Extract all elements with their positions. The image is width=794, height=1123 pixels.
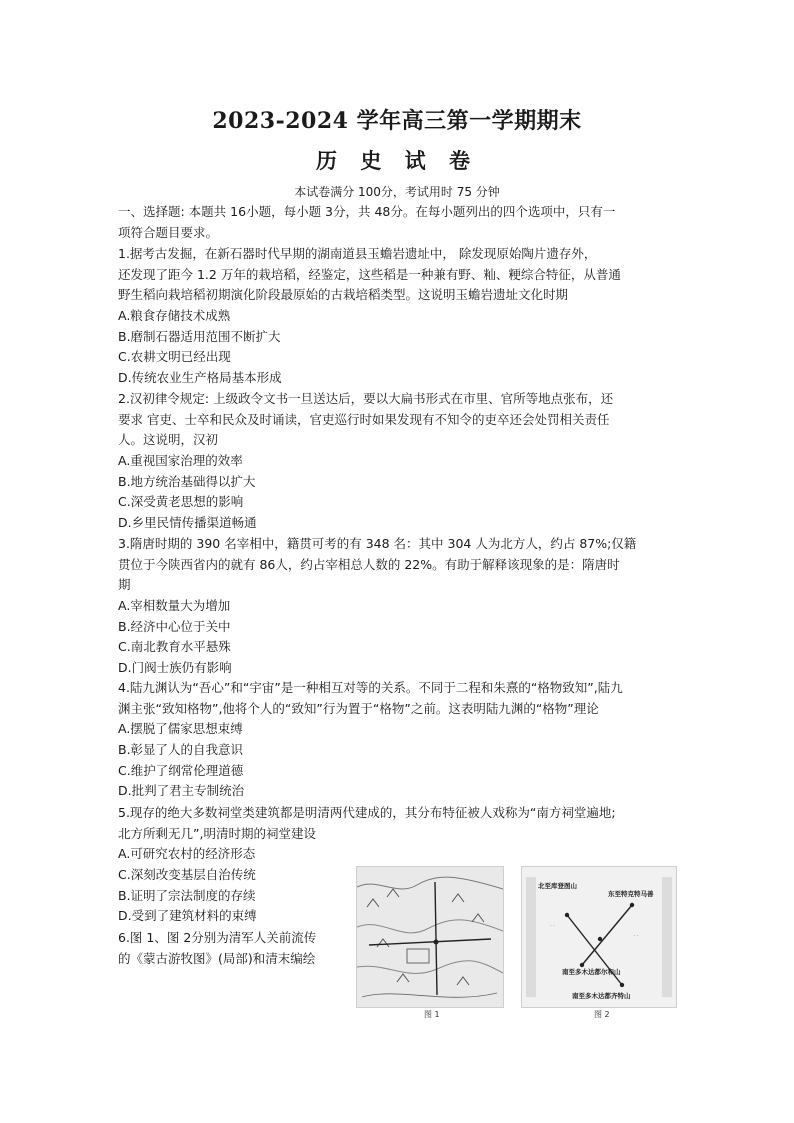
svg-text:· ·: · · — [634, 933, 639, 939]
question-1-option-c: C.农耕文明已经出现 — [118, 349, 231, 365]
figure-2-label-north: 北至库登图山 — [538, 882, 577, 890]
question-2-text: 2.汉初律令规定: 上级政令文书一旦送达后，要以大扁书形式在市里、官所等地点张布，还 — [118, 391, 614, 406]
question-1 — [118, 244, 678, 389]
figure-1-map — [356, 866, 504, 1008]
figure-2-label-south-2: 南至多木达都齐特山 — [572, 992, 631, 1000]
question-4-text: 4.陆九渊认为“吾心”和“宇宙”是一种相互对等的关系。不同于二程和朱熹的“格物致知”,陆九 — [118, 680, 623, 695]
exam-info: 本试卷满分 100分，考试用时 75 分钟 — [294, 185, 500, 199]
figure-2-label-east: 东至特克特马善 — [608, 890, 654, 898]
question-3-option-b: B.经济中心位于关中 — [118, 618, 231, 634]
figure-2-map — [521, 866, 677, 1008]
exam-title: 2023-2024 学年高三第一学期期末 — [212, 108, 582, 134]
section-intro — [118, 202, 678, 243]
question-5-option-b: B.证明了宗法制度的存续 — [118, 887, 256, 903]
svg-text:· ·: · · — [550, 923, 555, 929]
question-5-text: 5.现存的绝大多数祠堂类建筑都是明清两代建成的，其分布特征被人戏称为“南方祠堂遍地; — [118, 805, 616, 820]
question-3-option-d: D.门阀士族仍有影响 — [118, 660, 232, 676]
question-3-option-a: A.宰相数量大为增加 — [118, 598, 231, 614]
question-4-option-c: C.维护了纲常伦理道德 — [118, 762, 244, 778]
question-4 — [118, 678, 678, 802]
question-2-option-b: B.地方统治基础得以扩大 — [118, 473, 256, 489]
question-1-text: 1.据考古发掘，在新石器时代早期的湖南道县玉蟾岩遗址中， 除发现原始陶片遗存外， — [118, 246, 597, 261]
question-5-text: 北方所剩无几”,明清时期的祠堂建设 — [118, 825, 316, 841]
question-3-text: 贯位于今陕西省内的就有 86人，约占宰相总人数的 22%。有助于解释该现象的是：隋唐时 — [118, 556, 620, 572]
question-4-text: 渊主张“致知格物”,他将个人的“致知”行为置于“格物”之前。这表明陆九渊的“格物”理论 — [118, 700, 599, 716]
question-5-option-d: D.受到了建筑材料的束缚 — [118, 908, 257, 924]
question-6-text: 的《蒙古游牧图》(局部)和清末编绘 — [118, 950, 316, 966]
exam-subtitle: 历 史 试 卷 — [316, 148, 478, 173]
question-6-text: 6.图 1、图 2分别为清军人关前流传 — [118, 930, 317, 945]
question-1-option-b: B.磨制石器适用范围不断扩大 — [118, 328, 281, 344]
question-1-option-d: D.传统农业生产格局基本形成 — [118, 370, 282, 386]
question-1-text: 还发现了距今 1.2 万年的栽培稻，经鉴定，这些稻是一种兼有野、籼、粳综合特征，从普通 — [118, 266, 621, 282]
section-line: 项符合题目要求。 — [118, 224, 219, 240]
figure-2-label-south: 南至多木达都尔和山 — [562, 968, 621, 976]
question-2-option-a: A.重视国家治理的效率 — [118, 453, 243, 469]
question-3-text: 3.隋唐时期的 390 名宰相中，籍贯可考的有 348 名：其中 304 人为北方人，约占 87%;仅籍 — [118, 536, 637, 551]
question-5-option-a: A.可研究农村的经济形态 — [118, 846, 256, 862]
question-3-option-c: C.南北教育水平悬殊 — [118, 639, 231, 655]
figure-1-caption: 图 1 — [424, 1010, 440, 1019]
question-1-text: 野生稻向栽培稻初期演化阶段最原始的古栽培稻类型。这说明玉蟾岩遗址文化时期 — [118, 287, 569, 303]
question-2-text: 人。这说明，汉初 — [118, 432, 219, 448]
question-5-option-c: C.深刻改变基层自治传统 — [118, 867, 256, 883]
question-4-option-b: B.彰显了人的自我意识 — [118, 742, 244, 758]
question-3-text: 期 — [118, 577, 131, 593]
section-line: 一、选择题: 本题共 16小题，每小题 3分，共 48分。在每小题列出的四个选项中，只有一 — [118, 204, 616, 219]
question-2-option-d: D.乡里民情传播渠道畅通 — [118, 515, 257, 531]
figure-2-caption: 图 2 — [594, 1010, 610, 1019]
question-4-option-a: A.摆脱了儒家思想束缚 — [118, 721, 243, 737]
question-4-option-d: D.批判了君主专制统治 — [118, 783, 245, 799]
question-3 — [118, 534, 678, 679]
question-2 — [118, 389, 678, 534]
question-1-option-a: A.粮食存储技术成熟 — [118, 308, 231, 324]
question-2-option-c: C.深受黄老思想的影响 — [118, 494, 244, 510]
question-6 — [118, 928, 358, 969]
figure-1-map-image — [357, 867, 503, 1007]
question-2-text: 要求 官吏、士卒和民众及时诵读，官吏巡行时如果发现有不知令的吏卒还会处罚相关责任 — [118, 411, 610, 427]
